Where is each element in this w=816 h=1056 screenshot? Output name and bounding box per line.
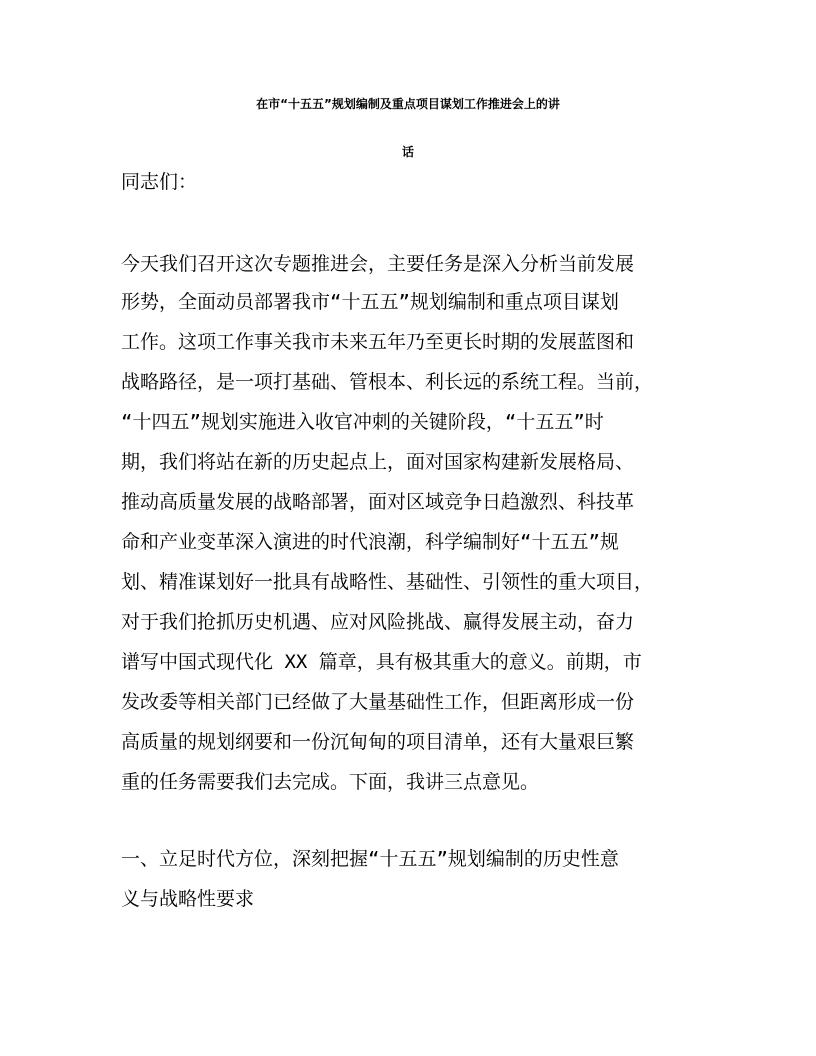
paragraph-line: 谱写中国式现代化 XX 篇章，具有极其重大的意义。前期，市 xyxy=(121,651,642,673)
paragraph-line: 重的任务需要我们去完成。下面，我讲三点意见。 xyxy=(121,771,540,793)
section-heading-line: 一、立足时代方位，深刻把握“十五五”规划编制的历史性意 xyxy=(121,848,619,870)
document-title-line-1: 在市“十五五”规划编制及重点项目谋划工作推进会上的讲 xyxy=(256,97,560,111)
paragraph-line: 形势，全面动员部署我市“十五五”规划编制和重点项目谋划 xyxy=(121,291,619,313)
paragraph-line: 期，我们将站在新的历史起点上，面对国家构建新发展格局、 xyxy=(121,451,635,473)
paragraph-line: 工作。这项工作事关我市未来五年乃至更长时期的发展蓝图和 xyxy=(121,331,635,353)
paragraph-line: 发改委等相关部门已经做了大量基础性工作，但距离形成一份 xyxy=(121,691,635,713)
salutation: 同志们： xyxy=(121,171,198,193)
section-heading-line: 义与战略性要求 xyxy=(121,888,255,910)
document-title-line-2: 话 xyxy=(401,145,414,159)
paragraph-line: 高质量的规划纲要和一份沉甸甸的项目清单，还有大量艰巨繁 xyxy=(121,731,635,753)
paragraph-line: 推动高质量发展的战略部署，面对区域竞争日趋激烈、科技革 xyxy=(121,491,635,513)
paragraph-line: “十四五”规划实施进入收官冲刺的关键阶段，“十五五”时 xyxy=(121,411,604,433)
paragraph-line: 战略路径，是一项打基础、管根本、利长远的系统工程。当前， xyxy=(121,371,654,393)
paragraph-line: 对于我们抢抓历史机遇、应对风险挑战、赢得发展主动，奋力 xyxy=(121,611,635,633)
paragraph-line: 今天我们召开这次专题推进会，主要任务是深入分析当前发展 xyxy=(121,253,635,275)
paragraph-line: 划、精准谋划好一批具有战略性、基础性、引领性的重大项目， xyxy=(121,571,654,593)
paragraph-line: 命和产业变革深入演进的时代浪潮，科学编制好“十五五”规 xyxy=(121,531,619,553)
